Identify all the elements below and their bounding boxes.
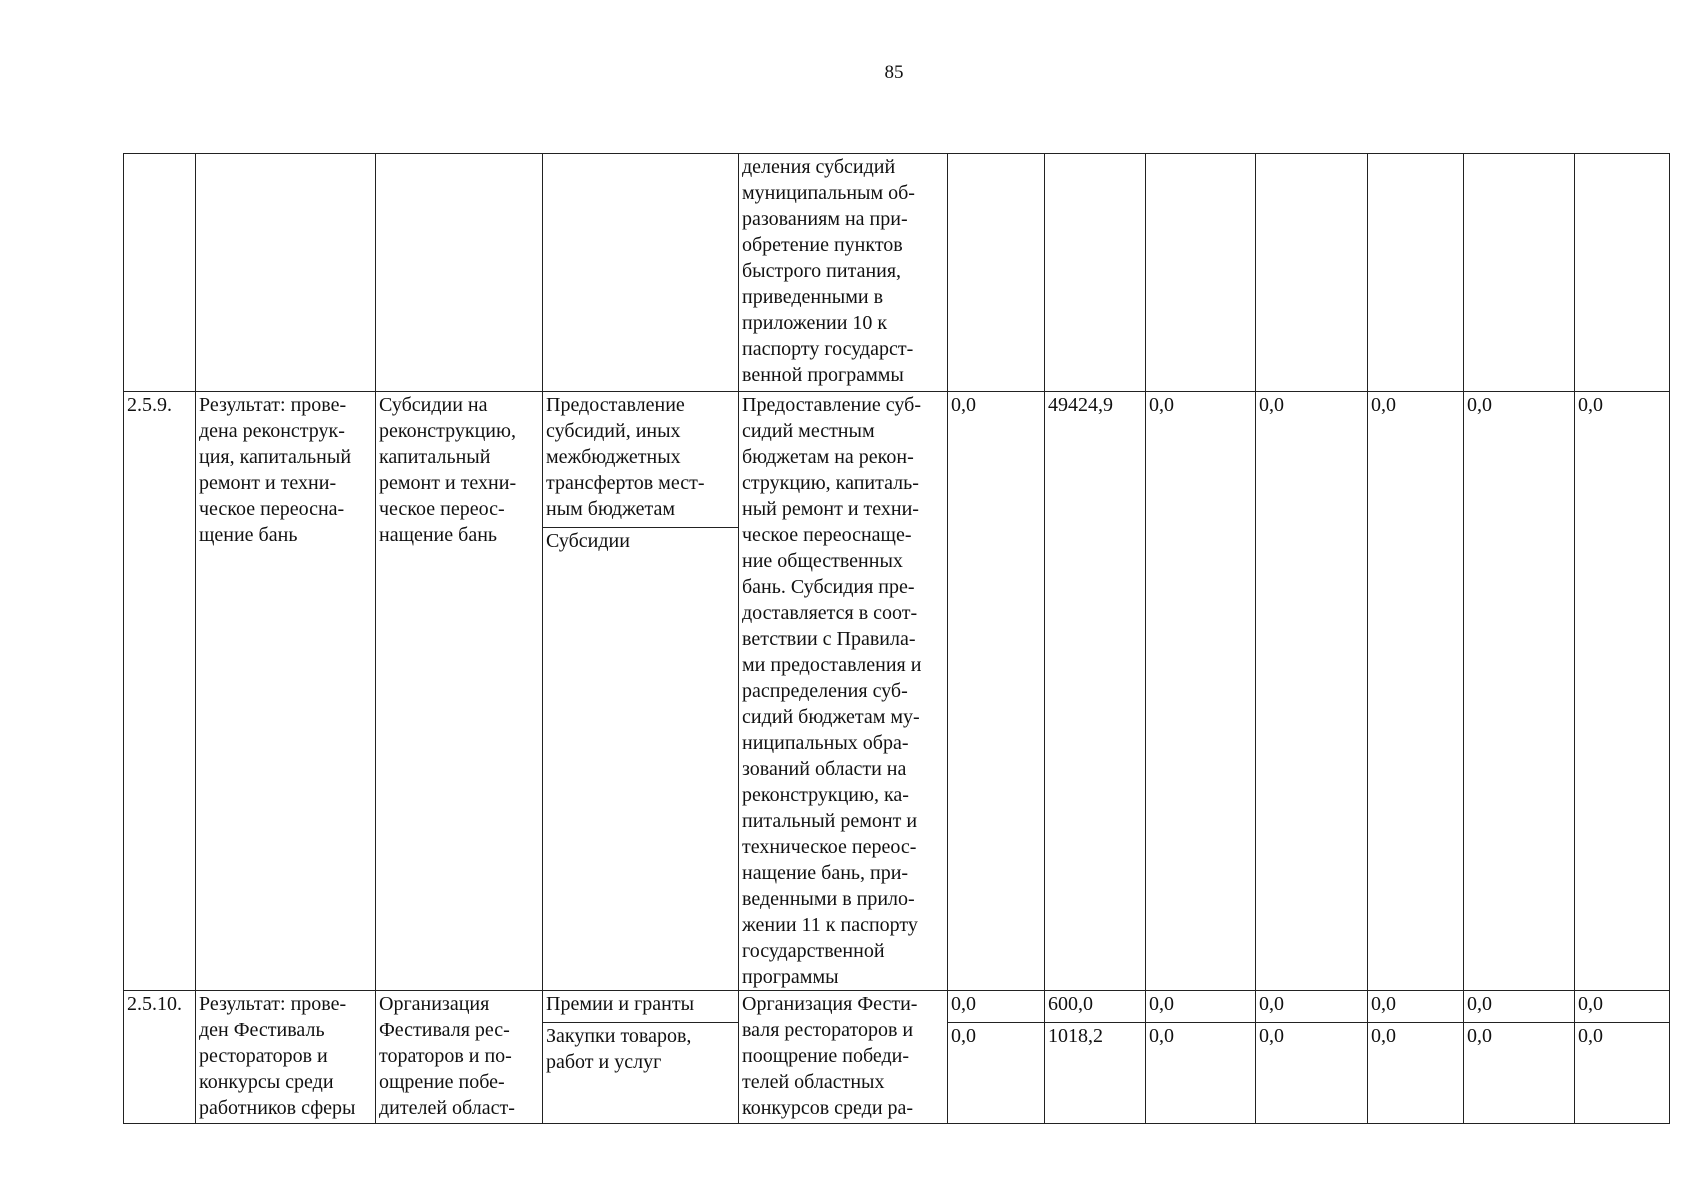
cell-value: 0,0 — [1575, 991, 1670, 1023]
cell-value: 0,0 — [948, 1023, 1045, 1124]
cell-value: 0,0 — [1146, 392, 1256, 991]
cell-value: 0,0 — [1464, 991, 1575, 1023]
table-row-2-5-9 — [124, 392, 1670, 528]
cell-expense-type: Закупки товаров, работ и услуг — [543, 1023, 739, 1124]
cell-value: 0,0 — [1256, 392, 1368, 991]
cell-value: 1018,2 — [1045, 1023, 1146, 1124]
table-row-2-5-10 — [124, 991, 1670, 1023]
cell-value: 600,0 — [1045, 991, 1146, 1023]
cell-num: 2.5.10. — [124, 991, 196, 1124]
cell-value: 0,0 — [1575, 1023, 1670, 1124]
cell-value — [1575, 154, 1670, 392]
cell-value: 0,0 — [1575, 392, 1670, 991]
cell-value: 49424,9 — [1045, 392, 1146, 991]
cell-value: 0,0 — [1146, 1023, 1256, 1124]
cell-description: деления субсидий муниципальным об- разованиям на при- обретение пунктов быстрого питания, приведенными в приложении 10 к паспорту государст- венной программы — [739, 154, 948, 392]
cell-expense-type: Субсидии — [543, 528, 739, 991]
cell-result — [196, 154, 376, 392]
cell-value — [1146, 154, 1256, 392]
cell-value: 0,0 — [1256, 1023, 1368, 1124]
cell-measure: Субсидии на реконструкцию, капитальный ремонт и техни- ческое переос- нащение бань — [376, 392, 543, 991]
cell-measure: Организация Фестиваля рес- тораторов и по- ощрение побе- дителей област- — [376, 991, 543, 1124]
cell-value: 0,0 — [1256, 991, 1368, 1023]
cell-value — [1464, 154, 1575, 392]
cell-description: Предоставление суб- сидий местным бюджетам на рекон- струкцию, капиталь- ный ремонт и техни- ческое переоснаще- ние общественных бань. Субсидия пре- доставляется в соот- ветствии с Правила- ми предоставления и распределения суб- сидий бюджетам му- ниципальных обра- зований области на реконструкцию, ка- питальный ремонт и техническое переос- нащение бань, при- веденными в прило- жении 11 к паспорту государственной программы — [739, 392, 948, 991]
cell-result: Результат: прове- ден Фестиваль рестораторов и конкурсы среди работников сферы — [196, 991, 376, 1124]
cell-description: Организация Фести- валя рестораторов и поощрение победи- телей областных конкурсов среди ра- — [739, 991, 948, 1124]
cell-value — [1256, 154, 1368, 392]
program-table — [123, 153, 1670, 1124]
cell-value: 0,0 — [1368, 991, 1464, 1023]
cell-expense-type: Предоставление субсидий, иных межбюджетных трансфертов мест- ным бюджетам — [543, 392, 739, 528]
cell-value — [948, 154, 1045, 392]
cell-value: 0,0 — [1368, 1023, 1464, 1124]
cell-result: Результат: прове- дена реконструк- ция, капитальный ремонт и техни- ческое переосна- щение бань — [196, 392, 376, 991]
cell-value: 0,0 — [948, 392, 1045, 991]
cell-value: 0,0 — [948, 991, 1045, 1023]
cell-num: 2.5.9. — [124, 392, 196, 991]
cell-value — [1368, 154, 1464, 392]
cell-expense-type: Премии и гранты — [543, 991, 739, 1023]
cell-value: 0,0 — [1464, 392, 1575, 991]
cell-value: 0,0 — [1146, 991, 1256, 1023]
table-row-continuation — [124, 154, 1670, 392]
cell-num — [124, 154, 196, 392]
cell-value: 0,0 — [1464, 1023, 1575, 1124]
page-number: 85 — [884, 62, 904, 83]
cell-value: 0,0 — [1368, 392, 1464, 991]
cell-expense-type — [543, 154, 739, 392]
cell-measure — [376, 154, 543, 392]
cell-value — [1045, 154, 1146, 392]
